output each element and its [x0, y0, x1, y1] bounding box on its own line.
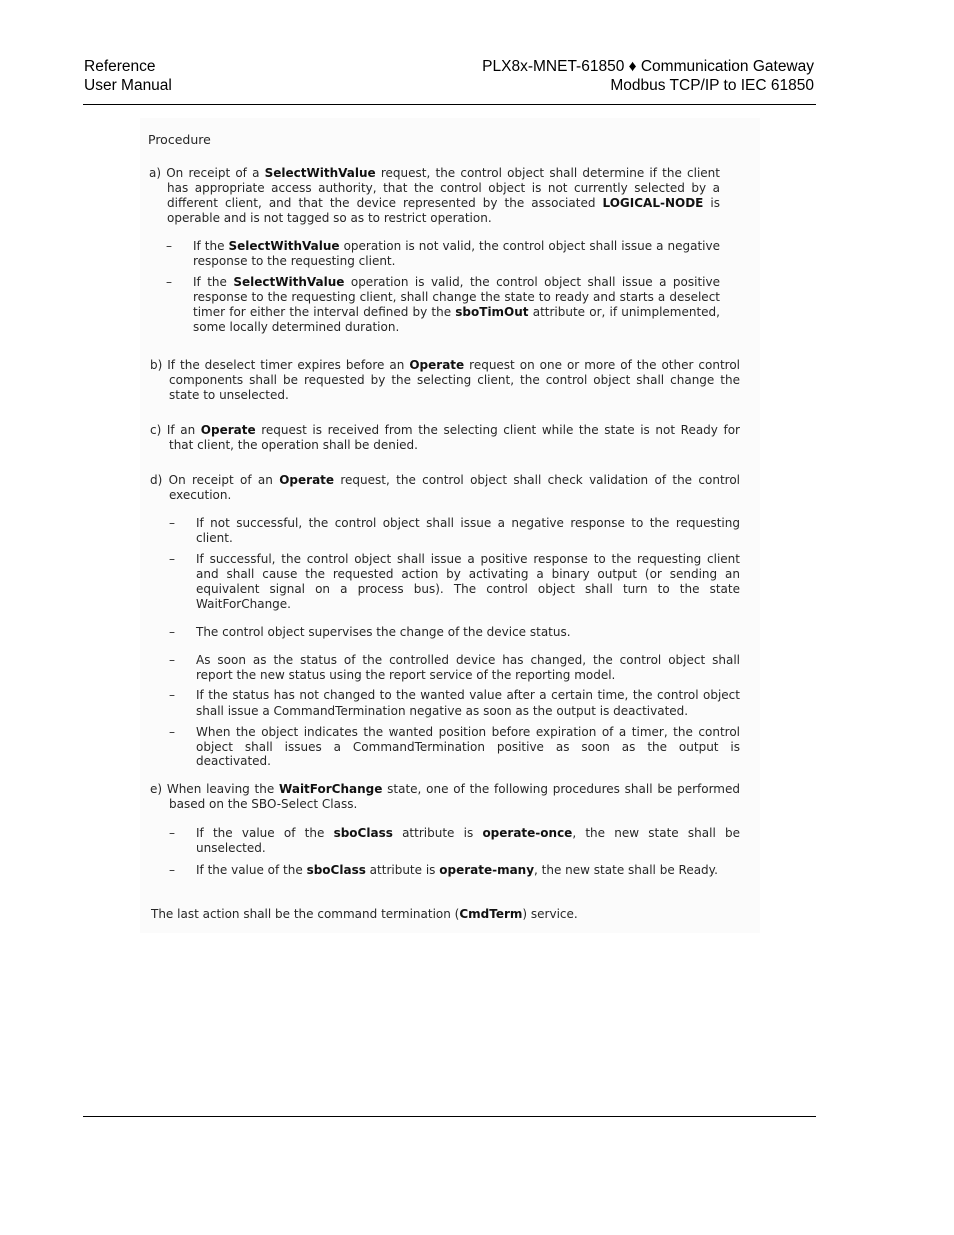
- dash-marker: –: [169, 516, 175, 530]
- item-a-sub2-line3: timer for either the interval defined by the sboTimOut attribute or, if unimplemented,: [193, 305, 720, 319]
- item-d-sub1-line2: client.: [196, 531, 233, 545]
- dash-marker: –: [169, 653, 175, 667]
- item-b-line1: b) If the deselect timer expires before an Operate request on one or more of the other control: [150, 358, 741, 372]
- item-a-line1: a) On receipt of a SelectWithValue request, the control object shall determine if the client: [149, 166, 720, 180]
- item-a-line2: has appropriate access authority, that the control object is not currently selected by a: [167, 181, 720, 195]
- item-e-sub1-line2: unselected.: [196, 841, 266, 855]
- dash-marker: –: [169, 552, 175, 566]
- item-d-sub2-line2: and shall cause the requested action by activating a binary output (or sending an: [196, 567, 740, 581]
- item-a-sub1-line1: If the SelectWithValue operation is not valid, the control object shall issue a negative: [193, 239, 720, 253]
- item-b-line2: components shall be requested by the selecting client, the control object shall change the: [169, 373, 740, 387]
- item-a-line4: operable and is not tagged so as to restrict operation.: [167, 211, 492, 225]
- procedure-title: Procedure: [148, 132, 211, 147]
- dash-marker: –: [166, 239, 172, 253]
- item-b-line3: state to unselected.: [169, 388, 289, 402]
- item-c-line2: that client, the operation shall be denied.: [169, 438, 418, 452]
- item-d-line1: d) On receipt of an Operate request, the control object shall check validation of the control: [150, 473, 740, 487]
- dash-marker: –: [166, 275, 172, 289]
- header-left: [84, 57, 172, 95]
- dash-marker: –: [169, 688, 175, 702]
- dash-marker: –: [169, 725, 175, 739]
- item-d-line2: execution.: [169, 488, 232, 502]
- header-divider: [83, 104, 816, 105]
- item-a-sub2-line4: some locally determined duration.: [193, 320, 400, 334]
- item-a-sub2-line1: If the SelectWithValue operation is valid, the control object shall issue a positive: [193, 275, 721, 289]
- item-a-sub1-line2: response to the requesting client.: [193, 254, 396, 268]
- footer-divider: [83, 1116, 816, 1117]
- item-d-sub3-line1: The control object supervises the change of the device status.: [196, 625, 571, 639]
- item-e-sub1-line1: If the value of the sboClass attribute is operate-once, the new state shall be: [196, 826, 740, 840]
- item-e-line1: e) When leaving the WaitForChange state, one of the following procedures shall be performed: [150, 782, 740, 796]
- dash-marker: –: [169, 826, 175, 840]
- header-product-subtitle: Modbus TCP/IP to IEC 61850: [610, 77, 814, 94]
- item-d-sub4-line2: report the new status using the report service of the reporting model.: [196, 668, 616, 682]
- item-d-sub2-line4: WaitForChange.: [196, 597, 291, 611]
- header-doc-type: User Manual: [84, 77, 172, 94]
- dash-marker: –: [169, 863, 175, 877]
- item-d-sub6-line2: object shall issues a CommandTermination positive as soon as the output is: [196, 740, 740, 754]
- header-section-title: Reference: [84, 58, 156, 75]
- item-d-sub5-line2: shall issue a CommandTermination negative as soon as the output is deactivated.: [196, 704, 689, 718]
- closing-statement: The last action shall be the command termination (CmdTerm) service.: [151, 907, 578, 921]
- item-d-sub4-line1: As soon as the status of the controlled device has changed, the control object shall: [196, 653, 740, 667]
- item-c-line1: c) If an Operate request is received from the selecting client while the state is not Ready for: [150, 423, 740, 437]
- item-a-line3: different client, and that the device represented by the associated LOGICAL-NODE is: [167, 196, 720, 210]
- item-a-sub2-line2: response to the requesting client, shall change the state to ready and starts a deselect: [193, 290, 720, 304]
- header-product-title: PLX8x-MNET-61850 ♦ Communication Gateway: [482, 58, 814, 75]
- dash-marker: –: [169, 625, 175, 639]
- item-d-sub6-line1: When the object indicates the wanted position before expiration of a timer, the control: [196, 725, 740, 739]
- item-e-line2: based on the SBO-Select Class.: [169, 797, 358, 811]
- item-d-sub1-line1: If not successful, the control object shall issue a negative response to the requesting: [196, 516, 740, 530]
- item-d-sub5-line1: If the status has not changed to the wanted value after a certain time, the control object: [196, 688, 740, 702]
- item-e-sub2-line1: If the value of the sboClass attribute is operate-many, the new state shall be Ready.: [196, 863, 718, 877]
- item-d-sub6-line3: deactivated.: [196, 754, 271, 768]
- procedure-excerpt: [140, 118, 760, 933]
- header-right: [482, 57, 814, 95]
- item-d-sub2-line1: If successful, the control object shall issue a positive response to the requesting client: [196, 552, 740, 566]
- item-d-sub2-line3: equivalent signal on a process bus). The control object shall turn to the state: [196, 582, 740, 596]
